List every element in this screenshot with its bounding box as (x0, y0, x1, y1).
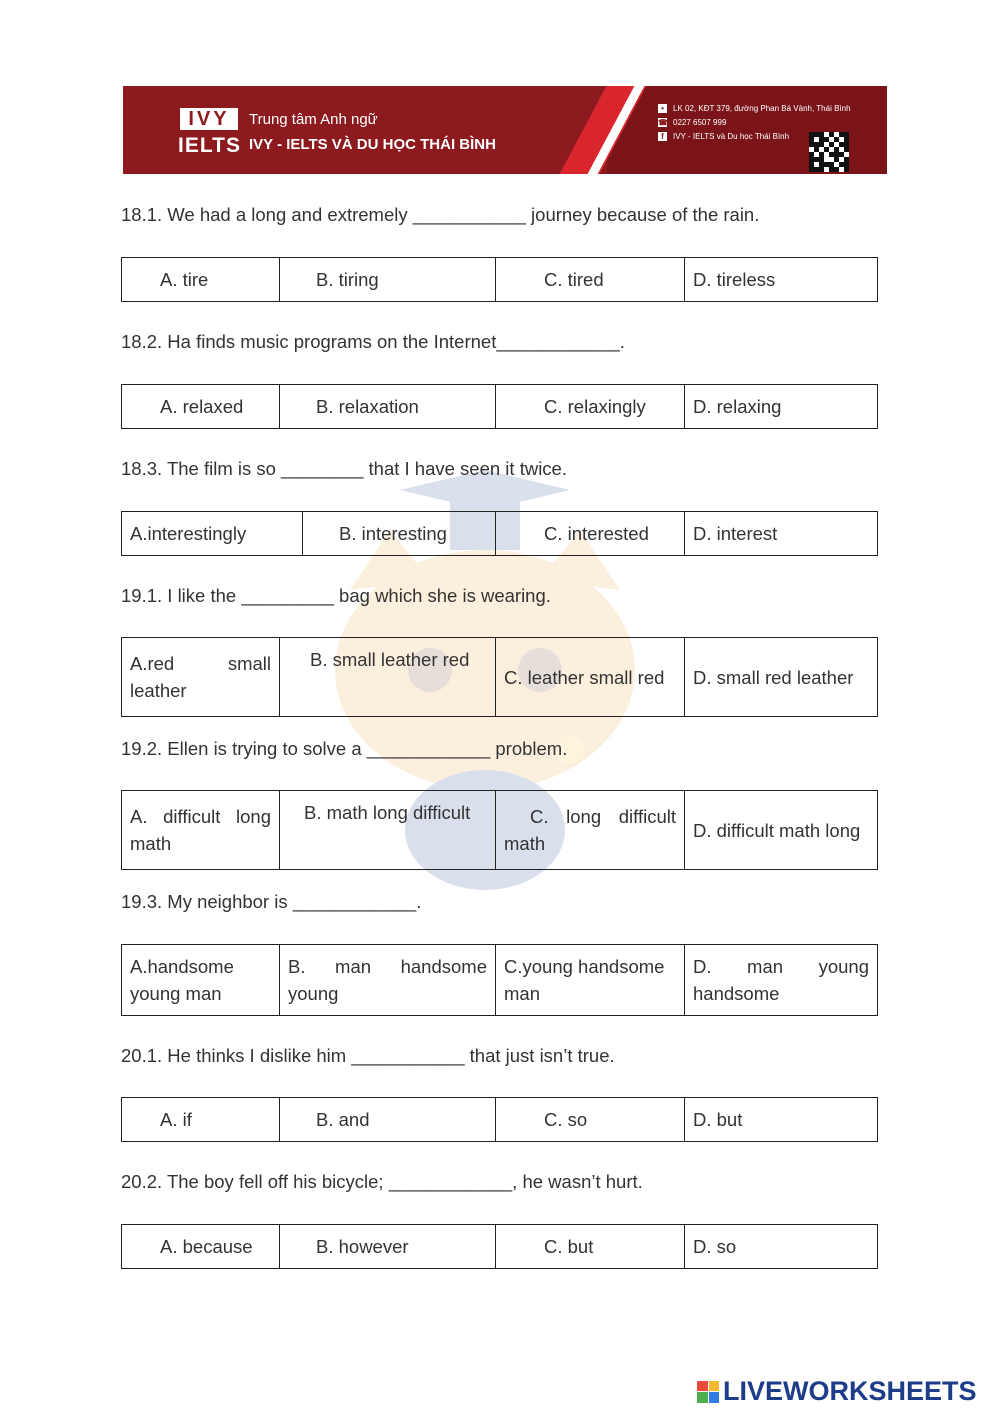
option-d[interactable]: D. interest (685, 512, 878, 556)
question-18-3: 18.3. The film is so ________ that I have seen it twice. (121, 458, 567, 479)
options-row (122, 945, 878, 1016)
liveworksheets-wordmark: LIVEWORKSHEETS (723, 1376, 977, 1406)
brand-title: IVY - IELTS VÀ DU HỌC THÁI BÌNH (249, 136, 496, 153)
options-table (121, 257, 878, 302)
option-d[interactable]: D. tireless (685, 258, 878, 302)
options-row (122, 1098, 878, 1142)
option-a[interactable]: A. if (122, 1098, 280, 1142)
options-table (121, 511, 878, 556)
options-table (121, 637, 878, 717)
option-a[interactable]: A.red small leather (122, 638, 280, 717)
qr-code-icon (809, 132, 849, 172)
question-19-1: 19.1. I like the _________ bag which she is wearing. (121, 585, 551, 606)
options-table (121, 384, 878, 429)
option-b[interactable]: B. however (280, 1225, 496, 1269)
option-c[interactable]: C.young handsome man (496, 945, 685, 1016)
options-row (122, 1225, 878, 1269)
option-d[interactable]: D. man young handsome (685, 945, 878, 1016)
question-20-1: 20.1. He thinks I dislike him ___________ that just isn’t true. (121, 1045, 615, 1066)
option-c[interactable]: C. so (496, 1098, 685, 1142)
question-19-3: 19.3. My neighbor is ____________. (121, 891, 422, 912)
logo-ivy: IVY (180, 108, 238, 130)
option-c[interactable]: C. interested (496, 512, 685, 556)
option-a[interactable]: A. difficult long math (122, 791, 280, 870)
option-c[interactable]: C. relaxingly (496, 385, 685, 429)
option-b[interactable]: B. relaxation (280, 385, 496, 429)
phone-text: 0227 6507 999 (673, 118, 727, 127)
options-row (122, 258, 878, 302)
option-d[interactable]: D. so (685, 1225, 878, 1269)
contact-phone (658, 118, 726, 127)
option-b[interactable]: B. math long difficult (280, 791, 496, 870)
contact-facebook (658, 132, 789, 141)
option-a[interactable]: A.interestingly (122, 512, 303, 556)
logo-ielts: IELTS (178, 134, 241, 157)
option-c[interactable]: C. tired (496, 258, 685, 302)
address-text: LK 02, KĐT 379, đường Phan Bá Vành, Thái Bình (673, 104, 851, 113)
option-b[interactable]: B. man handsome young (280, 945, 496, 1016)
option-b[interactable]: B. and (280, 1098, 496, 1142)
option-d[interactable]: D. small red leather (685, 638, 878, 717)
option-a[interactable]: A. because (122, 1225, 280, 1269)
option-d[interactable]: D. difficult math long (685, 791, 878, 870)
option-a[interactable]: A.handsome young man (122, 945, 280, 1016)
options-table (121, 1224, 878, 1269)
phone-icon: ☎ (658, 118, 668, 127)
question-18-1: 18.1. We had a long and extremely ___________ journey because of the rain. (121, 204, 760, 225)
option-d[interactable]: D. but (685, 1098, 878, 1142)
option-b[interactable]: B. tiring (280, 258, 496, 302)
option-d[interactable]: D. relaxing (685, 385, 878, 429)
option-b[interactable]: B. interesting (303, 512, 496, 556)
option-c[interactable]: C. but (496, 1225, 685, 1269)
question-18-2: 18.2. Ha finds music programs on the Internet____________. (121, 331, 625, 352)
option-a[interactable]: A. tire (122, 258, 280, 302)
question-20-2: 20.2. The boy fell off his bicycle; ____________, he wasn’t hurt. (121, 1171, 643, 1192)
options-table (121, 944, 878, 1016)
header-banner (123, 86, 887, 174)
option-c[interactable]: C. long difficult math (496, 791, 685, 870)
facebook-icon: f (658, 132, 667, 141)
options-table (121, 1097, 878, 1142)
options-row (122, 791, 878, 870)
brand-subtitle: Trung tâm Anh ngữ (249, 111, 378, 128)
option-a[interactable]: A. relaxed (122, 385, 280, 429)
options-table (121, 790, 878, 870)
liveworksheets-logo[interactable] (697, 1376, 977, 1407)
option-b[interactable]: B. small leather red (280, 638, 496, 717)
location-icon: • (658, 104, 667, 113)
contact-address (658, 104, 851, 113)
facebook-text: IVY - IELTS và Du học Thái Bình (673, 132, 790, 141)
option-c[interactable]: C. leather small red (496, 638, 685, 717)
options-row (122, 638, 878, 717)
question-19-2: 19.2. Ellen is trying to solve a ____________ problem. (121, 738, 568, 759)
liveworksheets-icon (697, 1381, 719, 1403)
options-row (122, 385, 878, 429)
options-row (122, 512, 878, 556)
